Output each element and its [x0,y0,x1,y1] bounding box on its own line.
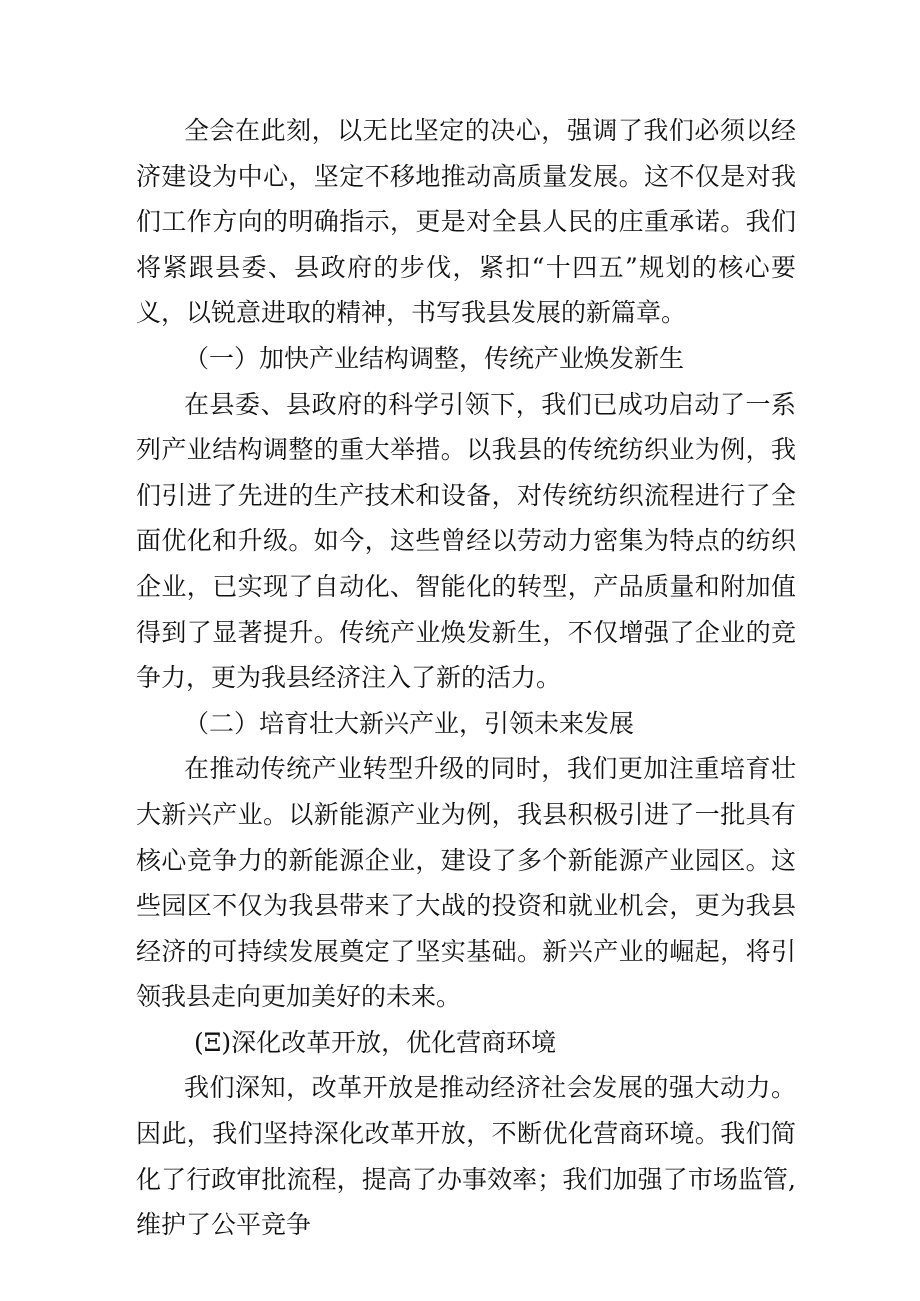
paragraph-intro: 全会在此刻，以无比坚定的决心，强调了我们必须以经济建设为中心，坚定不移地推动高质量发展。这不仅是对我们工作方向的明确指示，更是对全县人民的庄重承诺。我们将紧跟县委、县政府的步伐，紧扣“十四五”规划的核心要义，以锐意进取的精神，书写我县发展的新篇章。 [136,116,796,328]
section-heading-1: （一）加快产业结构调整，传统产业焕发新生 [184,343,685,373]
section-heading-3: (Ξ)深化改革开放，优化营商环境 [194,1027,557,1057]
paragraph-emerging-industries: 在推动传统产业转型升级的同时，我们更加注重培育壮大新兴产业。以新能源产业为例，我县积极引进了一批具有核心竞争力的新能源企业，建设了多个新能源产业园区。这些园区不仅为我县带来了大战的投资和就业机会，更为我县经济的可持续发展奠定了坚实基础。新兴产业的崛起，将引领我县走向更加美好的未来。 [136,754,796,1012]
paragraph-reform-opening: 我们深知，改革开放是推动经济社会发展的强大动力。因此，我们坚持深化改革开放，不断优化营商环境。我们简化了行政审批流程，提高了办事效率；我们加强了市场监管,维护了公平竞争 [136,1073,796,1240]
paragraph-industry-restructuring: 在县委、县政府的科学引领下，我们已成功启动了一系列产业结构调整的重大举措。以我县的传统纺织业为例，我们引进了先进的生产技术和设备，对传统纺织流程进行了全面优化和升级。如今，这些曾经以劳动力密集为特点的纺织企业，已实现了自动化、智能化的转型，产品质量和附加值得到了显著提升。传统产业焕发新生，不仅增强了企业的竞争力，更为我县经济注入了新的活力。 [136,389,796,693]
document-body [136,108,796,1248]
section-heading-2: （二）培育壮大新兴产业，引领未来发展 [184,708,635,738]
